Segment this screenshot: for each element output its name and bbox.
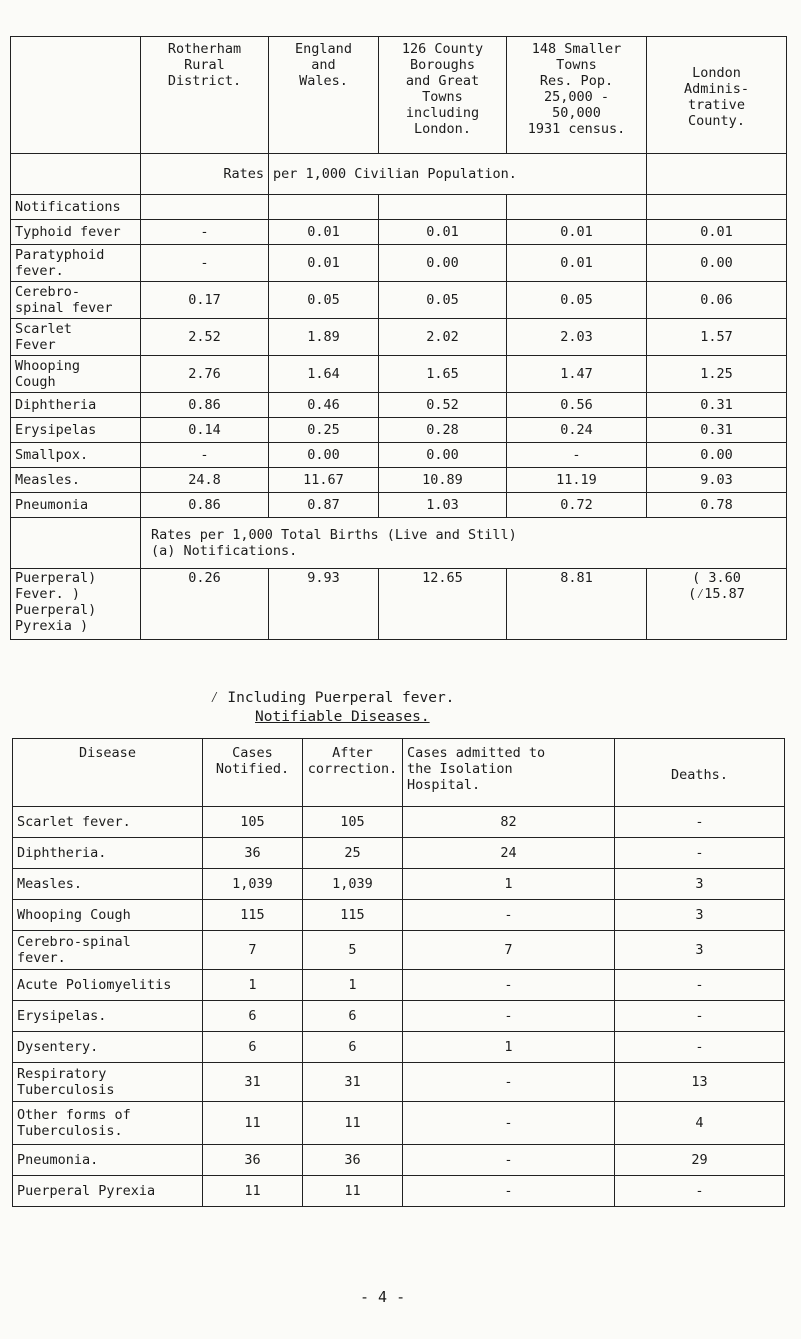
- header-isolation-hospital: Cases admitted to the Isolation Hospital.: [403, 739, 615, 807]
- diseases-table: [12, 738, 785, 1207]
- rate-row-measles: Measles. 24.8 11.67 10.89 11.19 9.03: [11, 468, 787, 493]
- table-row: Scarlet fever. 105 105 82 -: [13, 807, 785, 838]
- table-row: Dysentery. 6 6 1 -: [13, 1032, 785, 1063]
- header-disease: Disease: [13, 739, 203, 807]
- rate-row-cerebro-spinal: Cerebro- spinal fever 0.17 0.05 0.05 0.05 0.06: [11, 282, 787, 319]
- table-row: Measles. 1,039 1,039 1 3: [13, 869, 785, 900]
- page-number: - 4 -: [360, 1288, 406, 1306]
- col-header-county-boroughs: 126 County Boroughs and Great Towns including London.: [379, 37, 507, 154]
- header-deaths: Deaths.: [615, 739, 785, 807]
- corner-cell: [11, 37, 141, 154]
- rate-row-pneumonia: Pneumonia 0.86 0.87 1.03 0.72 0.78: [11, 493, 787, 518]
- header-cases-notified: Cases Notified.: [203, 739, 303, 807]
- rates-per-population-header: per 1,000 Civilian Population.: [269, 154, 647, 195]
- col-header-england-wales: England and Wales.: [269, 37, 379, 154]
- rates-label: Rates: [141, 154, 269, 195]
- table-row: Acute Poliomyelitis 1 1 - -: [13, 970, 785, 1001]
- header-after-correction: After correction.: [303, 739, 403, 807]
- table-row: Respiratory Tuberculosis 31 31 - 13: [13, 1063, 785, 1102]
- table-row: Cerebro-spinal fever. 7 5 7 3: [13, 931, 785, 970]
- notifications-label: Notifications: [11, 195, 141, 220]
- rate-row-diphtheria: Diphtheria 0.86 0.46 0.52 0.56 0.31: [11, 393, 787, 418]
- puerperal-label: Puerperal) Fever. ) Puerperal) Pyrexia ): [11, 569, 141, 640]
- table-row: Puerperal Pyrexia 11 11 - -: [13, 1176, 785, 1207]
- notifications-row: [11, 195, 787, 220]
- table-row: Pneumonia. 36 36 - 29: [13, 1145, 785, 1176]
- rates-table: [10, 36, 787, 640]
- rate-row-typhoid: Typhoid fever - 0.01 0.01 0.01 0.01: [11, 220, 787, 245]
- rate-row-erysipelas: Erysipelas 0.14 0.25 0.28 0.24 0.31: [11, 418, 787, 443]
- notifiable-diseases-heading: Notifiable Diseases.: [255, 709, 430, 725]
- table-row: Diphtheria. 36 25 24 -: [13, 838, 785, 869]
- footnote: ⁄ Including Puerperal fever.: [210, 690, 455, 706]
- table-row: Other forms of Tuberculosis. 11 11 - 4: [13, 1102, 785, 1145]
- puerperal-london-value: ( 3.60 (⁄15.87: [647, 569, 787, 640]
- rate-row-paratyphoid: Paratyphoid fever. - 0.01 0.00 0.01 0.00: [11, 245, 787, 282]
- col-header-smaller-towns: 148 Smaller Towns Res. Pop. 25,000 - 50,000 1931 census.: [507, 37, 647, 154]
- col-header-rotherham: Rotherham Rural District.: [141, 37, 269, 154]
- births-header-row: [11, 518, 787, 569]
- rate-row-scarlet-fever: Scarlet Fever 2.52 1.89 2.02 2.03 1.57: [11, 319, 787, 356]
- table-row: Erysipelas. 6 6 - -: [13, 1001, 785, 1032]
- diseases-header-row: [13, 739, 785, 807]
- rates-table-header-row: [11, 37, 787, 154]
- col-header-london: London Adminis- trative County.: [647, 37, 787, 154]
- rates-subheader-row: [11, 154, 787, 195]
- table-row: Whooping Cough 115 115 - 3: [13, 900, 785, 931]
- rate-row-whooping-cough: Whooping Cough 2.76 1.64 1.65 1.47 1.25: [11, 356, 787, 393]
- rate-row-smallpox: Smallpox. - 0.00 0.00 - 0.00: [11, 443, 787, 468]
- births-rate-header: Rates per 1,000 Total Births (Live and Still) (a) Notifications.: [141, 518, 787, 569]
- rate-row-puerperal: Puerperal) Fever. ) Puerperal) Pyrexia ) 0.26 9.93 12.65 8.81 ( 3.60 (⁄15.87: [11, 569, 787, 640]
